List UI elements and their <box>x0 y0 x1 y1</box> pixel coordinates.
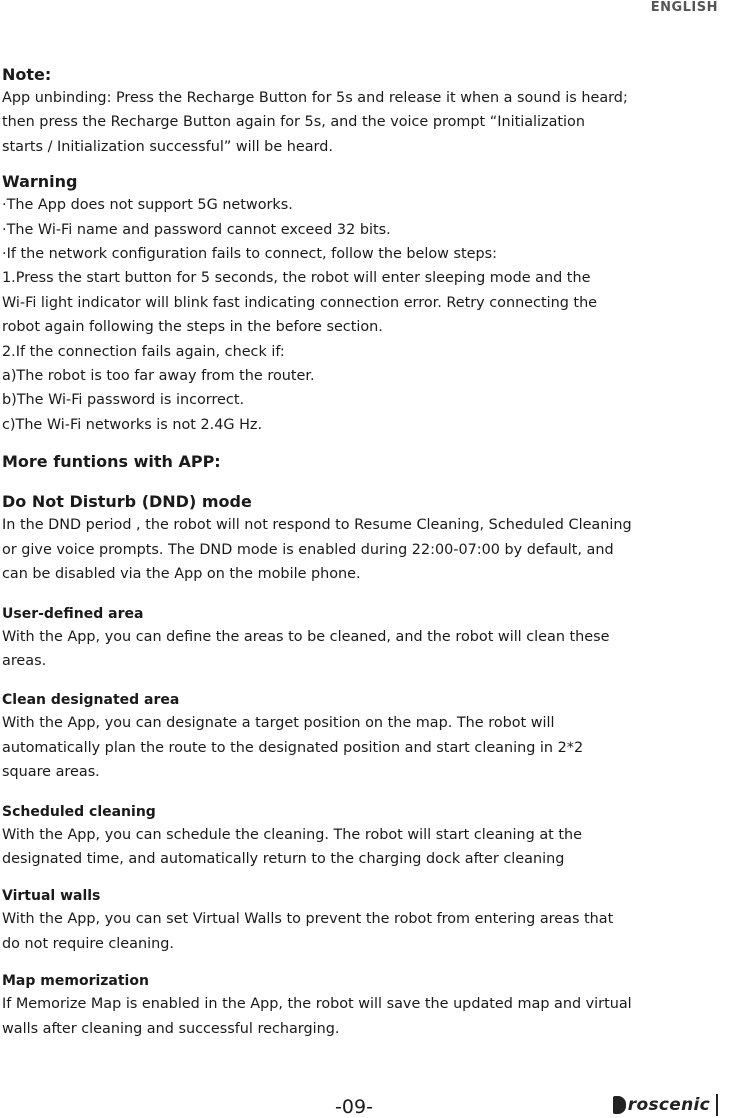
brand-wordmark: roscenic <box>627 1095 710 1115</box>
more-functions-heading: More funtions with APP: <box>2 452 221 472</box>
warning-line: ·The App does not support 5G networks. <box>2 197 293 214</box>
scheduled-cleaning-heading: Scheduled cleaning <box>2 803 156 820</box>
note-line: App unbinding: Press the Recharge Button for 5s and release it when a sound is heard; <box>2 90 628 106</box>
map-memorization-line: If Memorize Map is enabled in the App, the robot will save the updated map and virtual <box>2 996 632 1013</box>
dnd-line: or give voice prompts. The DND mode is enabled during 22:00-07:00 by default, and <box>2 541 614 558</box>
virtual-walls-line: With the App, you can set Virtual Walls to prevent the robot from entering areas that <box>2 911 614 928</box>
note-line: then press the Recharge Button again for 5s, and the voice prompt “Initialization <box>2 114 585 131</box>
note-heading: Note: <box>2 65 52 84</box>
warning-line: b)The Wi-Fi password is incorrect. <box>2 392 245 409</box>
note-line: starts / Initialization successful” will be heard. <box>2 138 333 155</box>
clean-designated-area-heading: Clean designated area <box>2 692 180 709</box>
brand-divider <box>716 1094 718 1116</box>
language-label: ENGLISH <box>650 0 718 15</box>
clean-designated-area-line: square areas. <box>2 764 100 781</box>
user-defined-area-heading: User-defined area <box>2 605 144 622</box>
warning-line: a)The robot is too far away from the router. <box>2 368 315 385</box>
warning-line: robot again following the steps in the before section. <box>2 319 383 336</box>
scheduled-cleaning-line: With the App, you can schedule the cleaning. The robot will start cleaning at the <box>2 826 583 843</box>
clean-designated-area-line: automatically plan the route to the designated position and start cleaning in 2*2 <box>2 739 584 756</box>
scheduled-cleaning-line: designated time, and automatically return to the charging dock after cleaning <box>2 850 565 867</box>
warning-heading: Warning <box>2 172 78 192</box>
user-defined-area-line: areas. <box>2 652 47 669</box>
map-memorization-heading: Map memorization <box>2 973 149 990</box>
warning-line: Wi-Fi light indicator will blink fast indicating connection error. Retry connecting the <box>2 294 598 311</box>
warning-line: c)The Wi-Fi networks is not 2.4G Hz. <box>2 416 263 433</box>
page-number: -09- <box>335 1096 373 1118</box>
brand-logo <box>613 1092 718 1118</box>
dnd-heading: Do Not Disturb (DND) mode <box>2 492 252 512</box>
user-defined-area-line: With the App, you can define the areas to be cleaned, and the robot will clean these <box>2 628 610 645</box>
clean-designated-area-line: With the App, you can designate a target position on the map. The robot will <box>2 715 555 732</box>
dnd-line: In the DND period , the robot will not respond to Resume Cleaning, Scheduled Cleaning <box>2 517 632 534</box>
virtual-walls-heading: Virtual walls <box>2 888 101 905</box>
dnd-line: can be disabled via the App on the mobile phone. <box>2 566 361 583</box>
warning-line: 1.Press the start button for 5 seconds, the robot will enter sleeping mode and the <box>2 270 591 287</box>
virtual-walls-line: do not require cleaning. <box>2 935 174 952</box>
warning-line: 2.If the connection fails again, check if: <box>2 343 285 360</box>
map-memorization-line: walls after cleaning and successful recharging. <box>2 1020 340 1037</box>
warning-line: ·If the network configuration fails to connect, follow the below steps: <box>2 246 498 263</box>
brand-p-icon <box>613 1096 626 1114</box>
warning-line: ·The Wi-Fi name and password cannot exceed 32 bits. <box>2 221 391 238</box>
manual-content <box>2 64 692 1041</box>
